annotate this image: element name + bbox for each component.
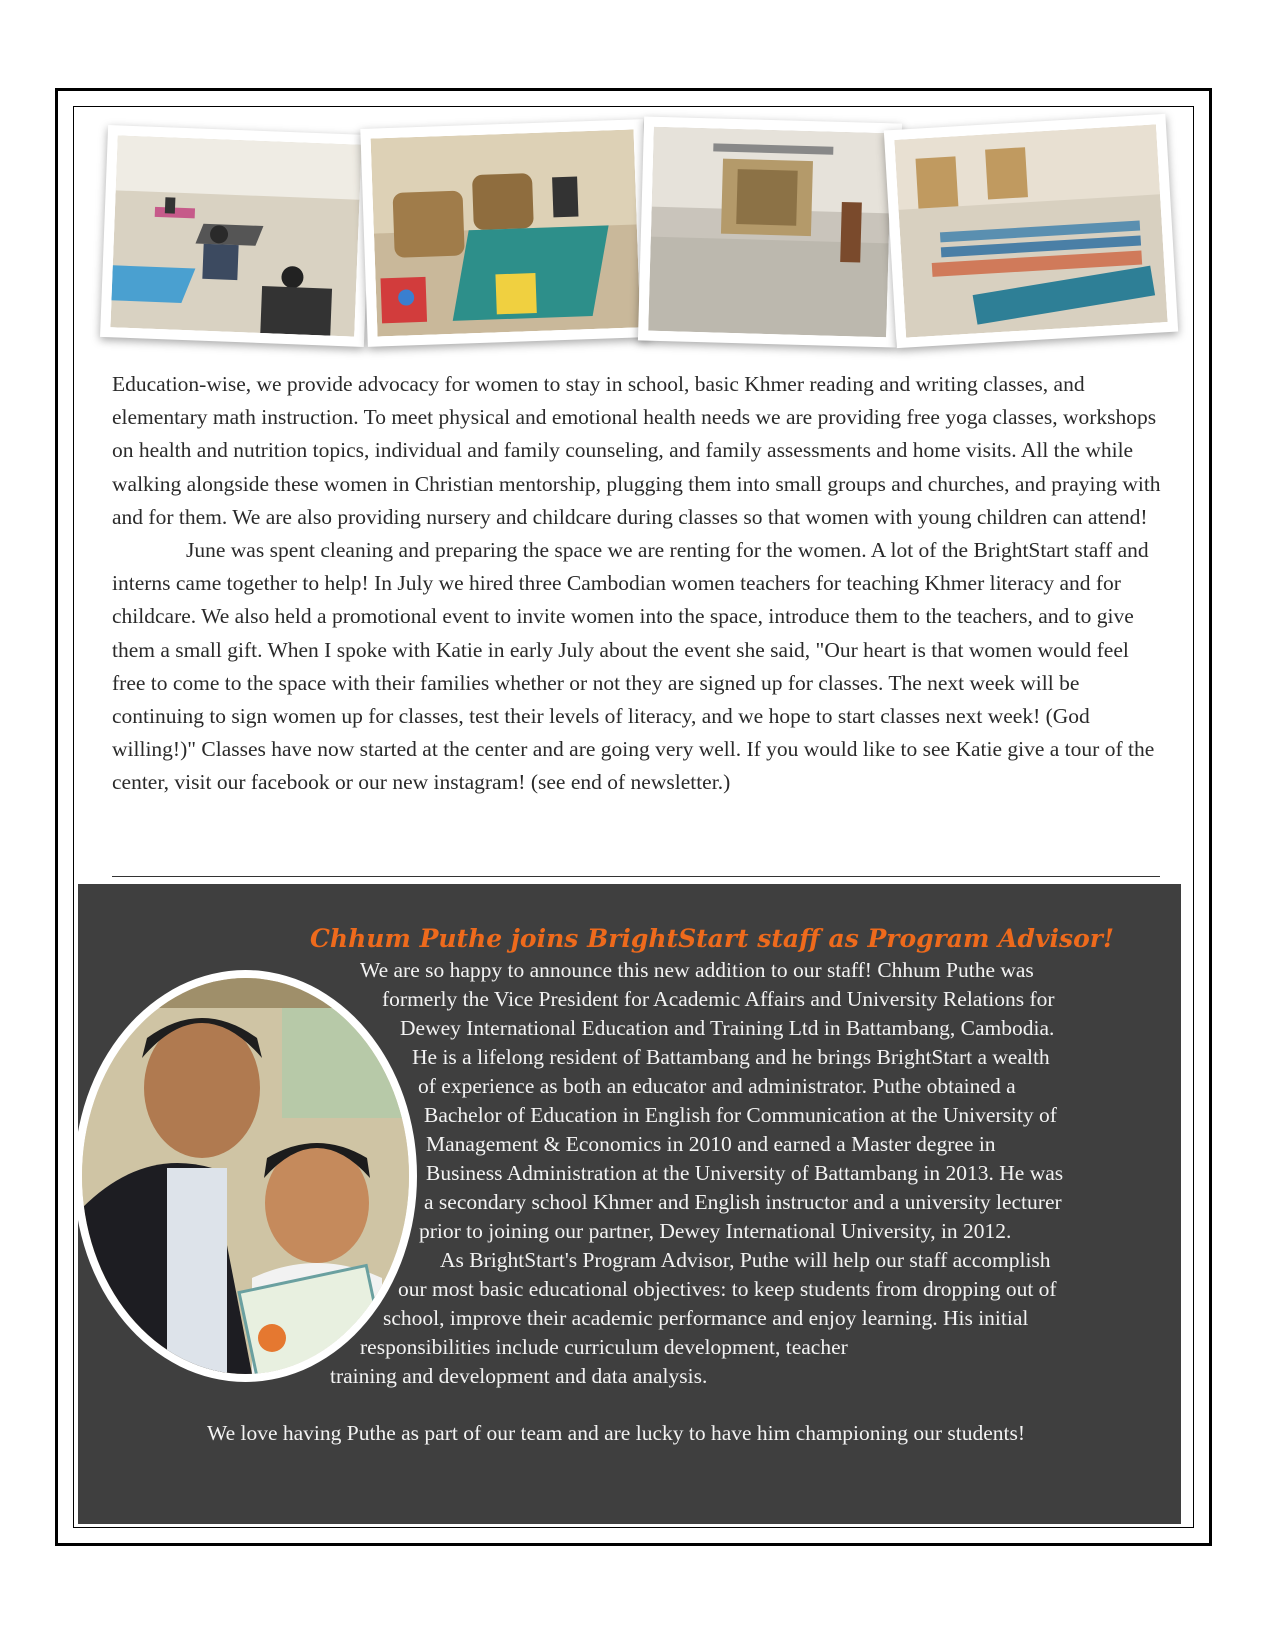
announcement-heading: Chhum Puthe joins BrightStart staff as Program Advisor!	[310, 924, 1114, 953]
article-body	[112, 368, 1167, 800]
announcement-line-15: training and development and data analysis.	[330, 1364, 708, 1388]
hallway-photo	[638, 116, 902, 347]
announcement-line-6: Bachelor of Education in English for Communication at the University of	[424, 1103, 1057, 1127]
announcement-line-3: Dewey International Education and Training Ltd in Battambang, Cambodia.	[400, 1016, 1055, 1040]
announcement-line-4: He is a lifelong resident of Battambang and he brings BrightStart a wealth	[412, 1045, 1050, 1069]
announcement-line-9: a secondary school Khmer and English instructor and a university lecturer	[424, 1190, 1062, 1214]
announcement-line-5: of experience as both an educator and administrator. Puthe obtained a	[418, 1074, 1016, 1098]
announcement-line-7: Management & Economics in 2010 and earned a Master degree in	[426, 1132, 996, 1156]
puthe-portrait-photo	[74, 970, 417, 1382]
announcement-closing: We love having Puthe as part of our team and are lucky to have him championing our students!	[207, 1421, 1026, 1445]
announcement-line-1: We are so happy to announce this new addition to our staff! Chhum Puthe was	[360, 958, 1034, 982]
announcement-line-8: Business Administration at the University of Battambang in 2013. He was	[426, 1161, 1064, 1185]
yoga-class-photo	[100, 125, 372, 347]
announcement-line-2: formerly the Vice President for Academic Affairs and University Relations for	[382, 987, 1055, 1011]
lounge-photo	[360, 119, 650, 347]
announcement-line-12: our most basic educational objectives: to keep students from dropping out of	[398, 1277, 1057, 1301]
announcement-line-10: prior to joining our partner, Dewey International University, in 2012.	[419, 1219, 1012, 1243]
section-divider	[112, 876, 1160, 877]
june-paragraph: June was spent cleaning and preparing the space we are renting for the women. A lot of the BrightStart staff and interns came together to help! In July we hired three Cambodian women teachers for teaching Khmer literacy and for childcare. We also held a promotional event to invite women into the space, introduce them to the teachers, and to give them a small gift. When I spoke with Katie in early July about the event she said, "Our heart is that women would feel free to come to the space with their families whether or not they are signed up for classes. The next week will be continuing to sign women up for classes, test their levels of literacy, and we hope to start classes next week! (God willing!)" Classes have now started at the center and are going very well. If you would like to see Katie give a tour of the center, visit our facebook or our new instagram! (see end of newsletter.)	[112, 538, 1155, 795]
announcement-line-11: As BrightStart's Program Advisor, Puthe will help our staff accomplish	[440, 1248, 1051, 1272]
education-paragraph: Education-wise, we provide advocacy for women to stay in school, basic Khmer reading and writing classes, and elementary math instruction. To meet physical and emotional health needs we are providing free yoga classes, workshops on health and nutrition topics, individual and family counseling, and family assessments and home visits. All the while walking alongside these women in Christian mentorship, plugging them into small groups and churches, and praying with and for them. We are also providing nursery and childcare during classes so that women with young children can attend!	[112, 372, 1161, 529]
announcement-line-13: school, improve their academic performance and enjoy learning. His initial	[383, 1306, 1029, 1330]
yoga-mats-photo	[884, 114, 1178, 348]
announcement-line-14: responsibilities include curriculum development, teacher	[360, 1335, 848, 1359]
